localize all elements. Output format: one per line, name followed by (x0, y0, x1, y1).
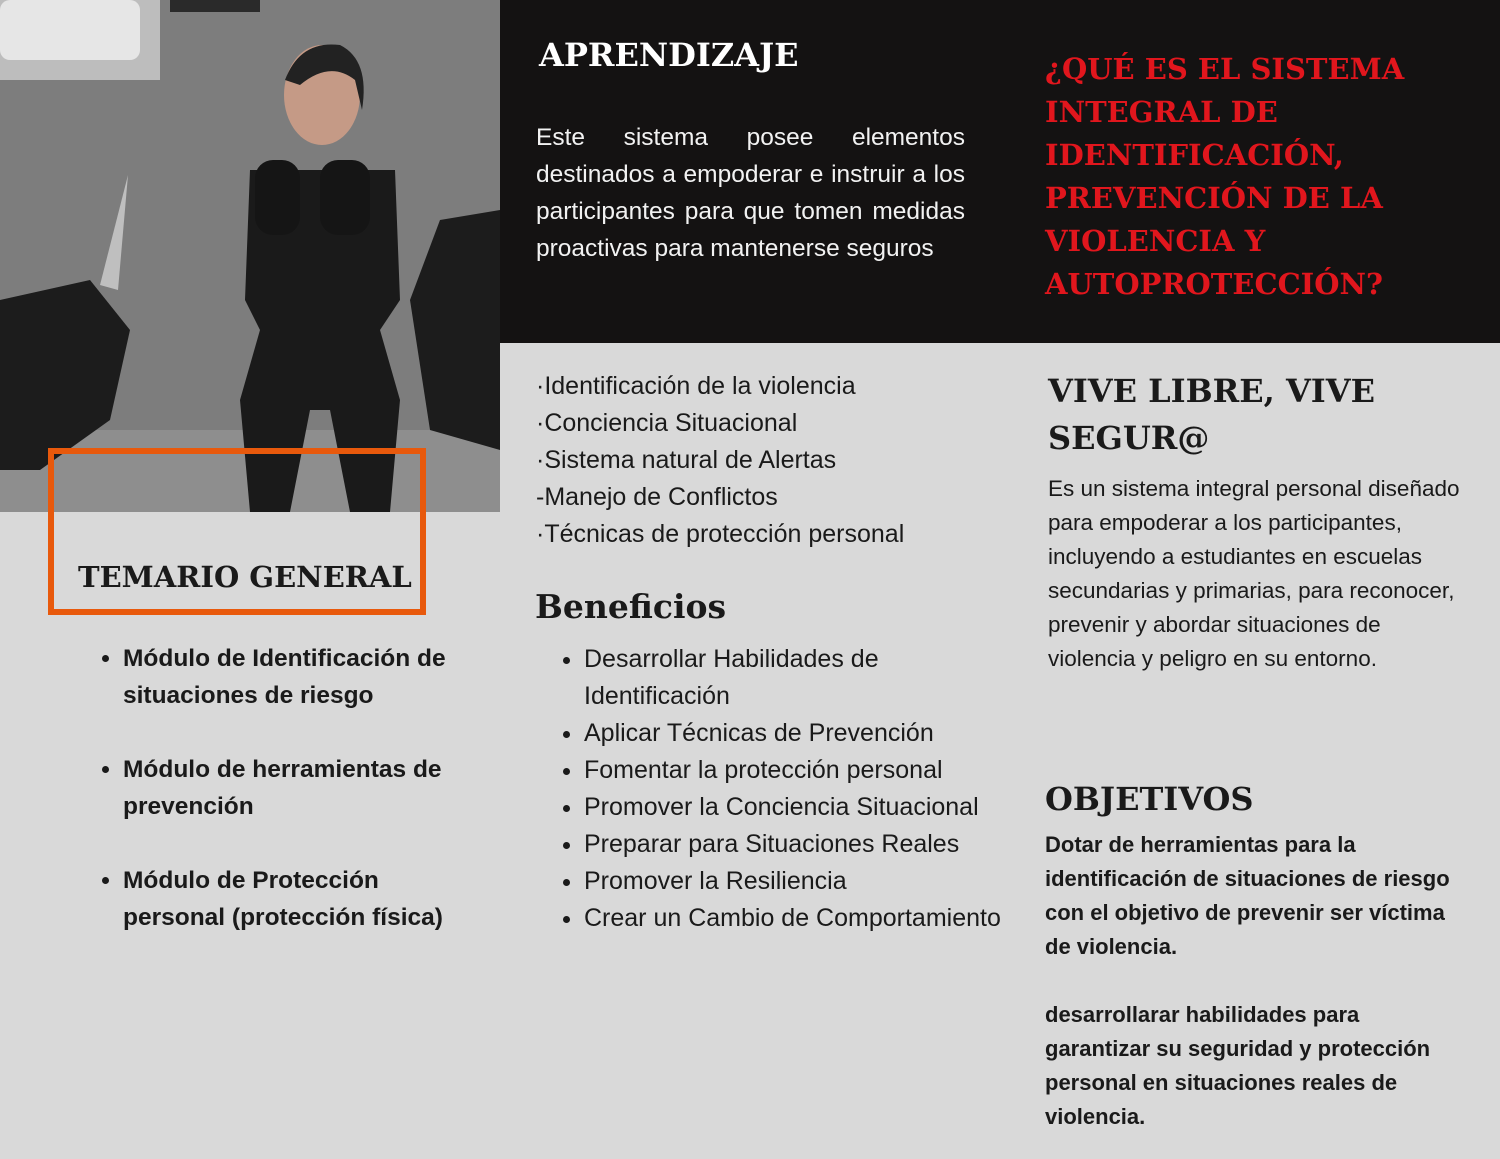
beneficio-item: • Promover la Conciencia Situacional (584, 789, 1004, 826)
temario-heading: TEMARIO GENERAL (78, 560, 412, 594)
temario-list (90, 640, 463, 973)
beneficio-item: • Fomentar la protección personal (584, 752, 1004, 789)
topic-item: ·Conciencia Situacional (536, 409, 798, 437)
training-photo (0, 0, 500, 512)
objetivo-paragraph: Dotar de herramientas para la identificación de situaciones de riesgo con el objetivo de prevenir ser víctima de violencia. (1045, 832, 1450, 959)
beneficio-item: • Aplicar Técnicas de Prevención (584, 715, 1004, 752)
photo-illustration (0, 0, 500, 512)
topics-list (536, 368, 986, 553)
temario-item: • Módulo de herramientas de prevención (123, 751, 463, 825)
objetivos-body (1045, 828, 1465, 1134)
que-es-heading: ¿QUÉ ES EL SISTEMA INTEGRAL DE IDENTIFICACIÓN, PREVENCIÓN DE LA VIOLENCIA Y AUTOPROTECCIÓN? (1045, 52, 1405, 301)
beneficios-list (550, 641, 1004, 937)
topic-item: -Manejo de Conflictos (536, 483, 778, 511)
aprendizaje-heading: APRENDIZAJE (539, 36, 799, 74)
topic-item: ·Sistema natural de Alertas (536, 446, 837, 474)
vive-libre-description: Es un sistema integral personal diseñado para empoderar a los participantes, incluyendo a estudiantes en escuelas secundarias y primarias, para reconocer, prevenir y abordar situaciones de violencia y peligro en su entorno. (1048, 476, 1460, 671)
aprendizaje-description: Este sistema posee elementos destinados a empoderar e instruir a los participantes para que tomen medidas proactivas para mantenerse seguros (536, 124, 965, 262)
temario-item: • Módulo de Identificación de situaciones de riesgo (123, 640, 463, 714)
beneficio-item: • Promover la Resiliencia (584, 863, 1004, 900)
vive-libre-heading: VIVE LIBRE, VIVE SEGUR@ (1048, 372, 1375, 457)
topic-item: ·Identificación de la violencia (536, 372, 856, 400)
objetivo-paragraph: desarrollarar habilidades para garantizar su seguridad y protección personal en situaciones reales de violencia. (1045, 1002, 1431, 1129)
beneficios-heading: Beneficios (535, 587, 727, 626)
beneficio-item: • Preparar para Situaciones Reales (584, 826, 1004, 863)
topic-item: ·Técnicas de protección personal (536, 520, 905, 548)
beneficio-item: • Crear un Cambio de Comportamiento (584, 900, 1004, 937)
objetivos-heading: OBJETIVOS (1045, 780, 1254, 818)
beneficio-item: • Desarrollar Habilidades de Identificación (584, 641, 1004, 715)
temario-item: • Módulo de Protección personal (protección física) (123, 862, 463, 936)
